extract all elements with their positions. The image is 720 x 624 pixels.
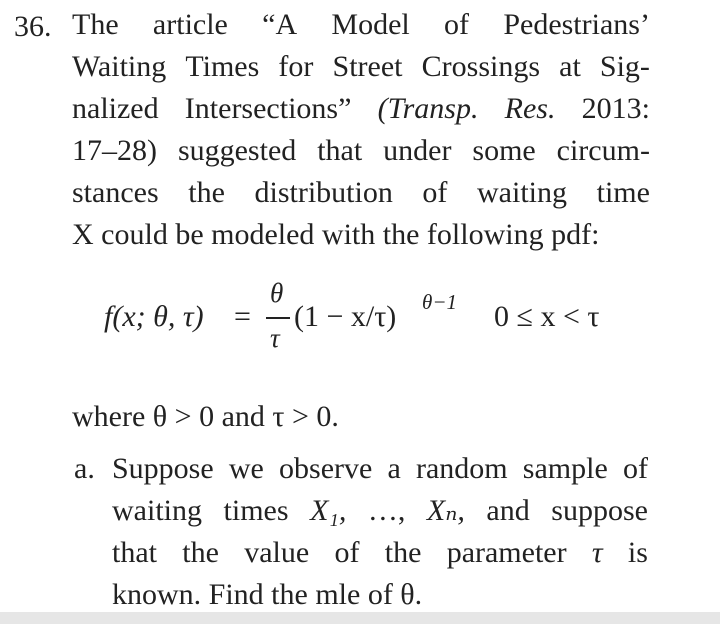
word: Street: [332, 50, 403, 83]
word: Pedestrians’: [503, 8, 650, 41]
word: Model: [331, 8, 410, 41]
word: value: [244, 536, 310, 569]
word: for: [278, 50, 314, 83]
problem-number: 36.: [14, 10, 52, 43]
formula-lhs: f(x; θ, τ): [104, 300, 204, 333]
word: Waiting: [72, 50, 167, 83]
journal-name: (Transp.: [377, 92, 479, 125]
intro-line-4: [72, 136, 650, 166]
part-a-label: a.: [74, 452, 95, 485]
word: nalized: [72, 92, 159, 125]
math-symbol: Xₙ,: [426, 494, 465, 527]
word: distribution: [254, 176, 393, 209]
word: random: [415, 452, 508, 485]
word: of: [444, 8, 470, 41]
part-a-line-2: [112, 496, 648, 526]
formula-equals: =: [234, 300, 251, 333]
word: stances: [72, 176, 159, 209]
word: of: [422, 176, 448, 209]
word: of: [622, 452, 648, 485]
word: the: [188, 176, 225, 209]
word: …,: [367, 494, 406, 527]
journal-name: Res.: [504, 92, 556, 125]
word: parameter: [446, 536, 567, 569]
part-a-line-3: [112, 538, 648, 568]
word: times: [223, 494, 289, 527]
word: Suppose: [112, 452, 214, 485]
word: “A: [262, 8, 298, 41]
math-symbol: τ: [591, 536, 603, 569]
word: suppose: [551, 494, 648, 527]
word: 17–28): [72, 134, 157, 167]
word: waiting: [112, 494, 202, 527]
word: 2013:: [581, 92, 650, 125]
word: Intersections”: [184, 92, 352, 125]
word: the: [384, 536, 422, 569]
word: Sig-: [599, 50, 650, 83]
intro-line-6: X could be modeled with the following pdf:: [72, 218, 600, 251]
word: Crossings: [421, 50, 540, 83]
formula-exponent: θ−1: [422, 290, 457, 314]
intro-line-5: [72, 178, 650, 208]
formula-support: 0 ≤ x < τ: [494, 300, 600, 333]
word: article: [152, 8, 228, 41]
word: time: [596, 176, 650, 209]
word: some: [472, 134, 536, 167]
word: under: [383, 134, 452, 167]
word: waiting: [477, 176, 568, 209]
word: that: [317, 134, 363, 167]
intro-line-1: [72, 10, 650, 40]
word: suggested: [177, 134, 297, 167]
fraction-numerator: θ: [270, 278, 284, 308]
parameter-condition: where θ > 0 and τ > 0.: [72, 400, 339, 433]
word: Times: [185, 50, 260, 83]
intro-line-3: [72, 94, 650, 124]
word: the: [182, 536, 219, 569]
word: and: [486, 494, 530, 527]
bottom-edge-strip: [0, 612, 720, 624]
word: a: [387, 452, 401, 485]
word: circum-: [556, 134, 650, 167]
word: sample: [522, 452, 608, 485]
part-a-line-4: known. Find the mle of θ.: [112, 578, 423, 611]
part-a-line-1: [112, 454, 648, 484]
math-symbol: X₁,: [310, 494, 347, 527]
fraction-bar: [266, 317, 290, 319]
word: at: [559, 50, 581, 83]
intro-line-2: [72, 52, 650, 82]
word: we: [228, 452, 264, 485]
word: is: [627, 536, 648, 569]
fraction-denominator: τ: [270, 323, 280, 353]
formula-body: (1 − x/τ): [294, 300, 397, 333]
pdf-formula: [0, 270, 720, 370]
word: observe: [279, 452, 373, 485]
word: The: [72, 8, 119, 41]
word: that: [112, 536, 157, 569]
word: of: [334, 536, 360, 569]
